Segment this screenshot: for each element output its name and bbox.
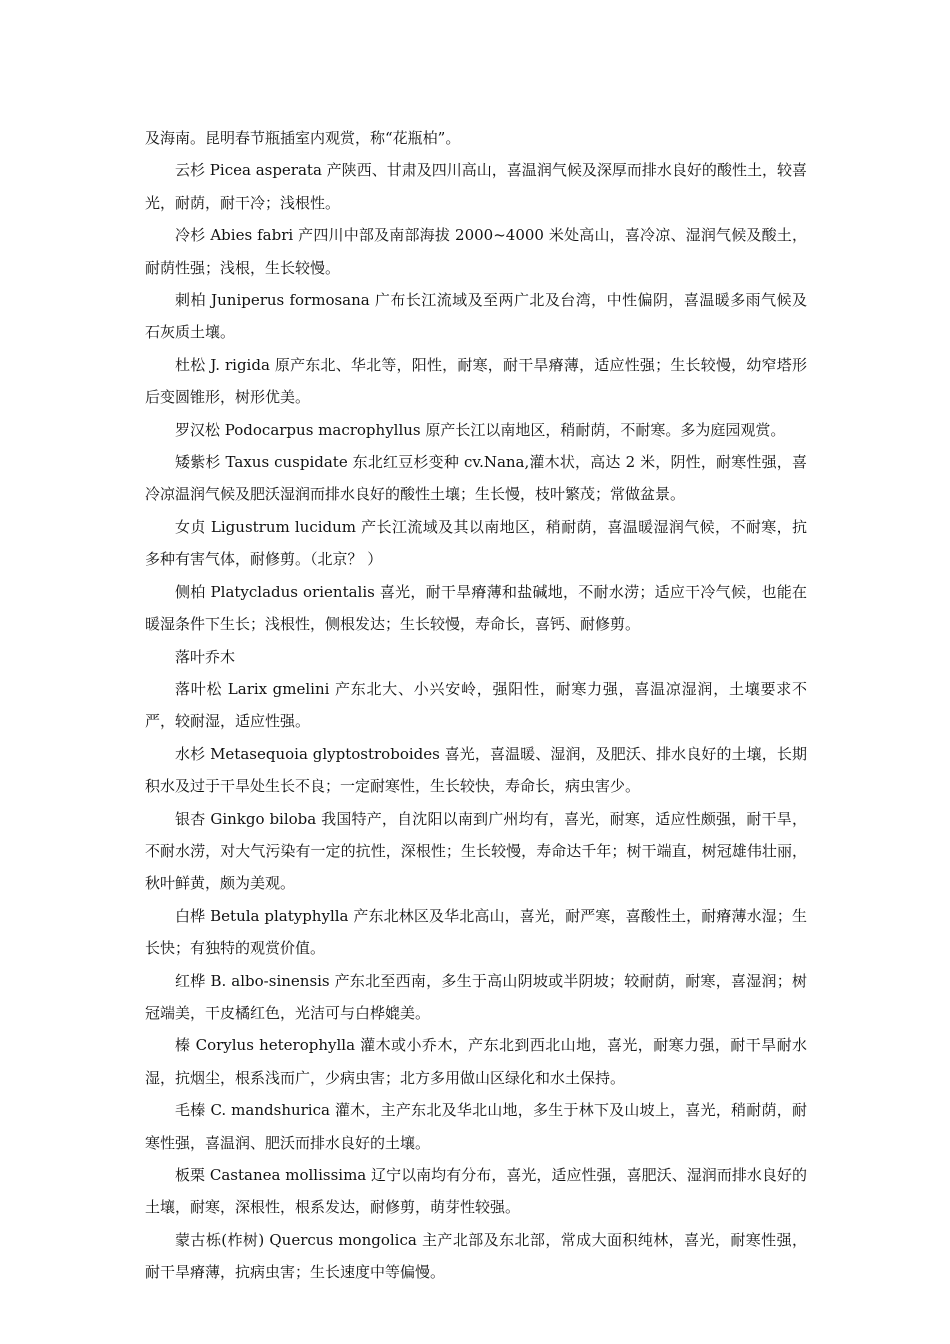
paragraph-betula-platyphylla: 白桦 Betula platyphylla 产东北林区及华北高山，喜光，耐严寒，喜酸性土，耐瘠薄水湿；生长快；有独特的观赏价值。 [145, 906, 807, 958]
paragraph-abies: 冷杉 Abies fabri 产四川中部及南部海拔 2000~4000 米处高山，喜冷凉、湿润气候及酸土，耐荫性强；浅根，生长较慢。 [145, 226, 807, 277]
section-heading-deciduous-trees: 落叶乔木 [175, 647, 236, 666]
paragraph-corylus-mandshurica: 毛榛 C. mandshurica 灌木，主产东北及华北山地，多生于林下及山坡上，喜光，稍耐荫，耐寒性强，喜温润、肥沃而排水良好的土壤。 [145, 1101, 807, 1152]
paragraph-platycladus: 侧柏 Platycladus orientalis 喜光，耐干旱瘠薄和盐碱地，不耐水涝；适应干冷气候，也能在暖湿条件下生长；浅根性，侧根发达；生长较慢，寿命长，喜钙、耐修剪。 [145, 582, 807, 634]
paragraph-castanea: 板栗 Castanea mollissima 辽宁以南均有分布，喜光，适应性强，喜肥沃、湿润而排水良好的土壤，耐寒，深根性，根系发达，耐修剪，萌芽性较强。 [145, 1166, 807, 1217]
paragraph-picea: 云杉 Picea asperata 产陕西、甘肃及四川高山，喜温润气候及深厚而排水良好的酸性土，较喜光，耐荫，耐干冷；浅根性。 [145, 161, 807, 212]
document-body [145, 122, 807, 1289]
paragraph-ligustrum: 女贞 Ligustrum lucidum 产长江流域及其以南地区，稍耐荫，喜温暖湿润气候，不耐寒，抗多种有害气体，耐修剪。（北京？ ） [145, 517, 807, 569]
paragraph-podocarpus: 罗汉松 Podocarpus macrophyllus 原产长江以南地区，稍耐荫，不耐寒。多为庭园观赏。 [175, 420, 786, 439]
paragraph-juniperus: 刺柏 Juniperus formosana 广布长江流域及至两广北及台湾，中性偏阴，喜温暖多雨气候及石灰质土壤。 [145, 291, 807, 342]
paragraph-corylus: 榛 Corylus heterophylla 灌木或小乔木，产东北到西北山地，喜光，耐寒力强，耐干旱耐水湿，抗烟尘，根系浅而广，少病虫害；北方多用做山区绿化和水土保持。 [145, 1036, 807, 1087]
paragraph-juniperus-rigida: 杜松 J. rigida 原产东北、华北等，阳性，耐寒，耐干旱瘠薄，适应性强；生长较慢，幼窄塔形后变圆锥形，树形优美。 [145, 355, 807, 407]
paragraph-continuation: 及海南。昆明春节瓶插室内观赏，称“花瓶柏”。 [145, 129, 461, 147]
paragraph-metasequoia: 水杉 Metasequoia glyptostroboides 喜光，喜温暖、湿润，及肥沃、排水良好的土壤，长期积水及过于干旱处生长不良；一定耐寒性，生长较快，寿命长，病虫害少。 [145, 744, 807, 796]
paragraph-ginkgo: 银杏 Ginkgo biloba 我国特产，自沈阳以南到广州均有，喜光，耐寒，适应性颇强，耐干旱，不耐水涝，对大气污染有一定的抗性，深根性；生长较慢，寿命达千年；树干端直，树冠雄伟壮丽，秋叶鲜黄，颇为美观。 [145, 809, 807, 893]
paragraph-quercus: 蒙古栎(柞树) Quercus mongolica 主产北部及东北部，常成大面积纯林，喜光，耐寒性强，耐干旱瘠薄，抗病虫害；生长速度中等偏慢。 [145, 1230, 807, 1282]
paragraph-taxus: 矮紫杉 Taxus cuspidate 东北红豆杉变种 cv.Nana,灌木状，高达 2 米，阴性，耐寒性强，喜冷凉温润气候及肥沃湿润而排水良好的酸性土壤；生长慢，枝叶繁茂；常做盆景。 [145, 453, 807, 504]
paragraph-larix: 落叶松 Larix gmelini 产东北大、小兴安岭，强阳性，耐寒力强，喜温凉湿润，土壤要求不严，较耐湿，适应性强。 [145, 679, 807, 731]
paragraph-betula-albo-sinensis: 红桦 B. albo-sinensis 产东北至西南，多生于高山阴坡或半阴坡；较耐荫，耐寒，喜湿润；树冠端美，干皮橘红色，光洁可与白桦媲美。 [145, 971, 807, 1022]
